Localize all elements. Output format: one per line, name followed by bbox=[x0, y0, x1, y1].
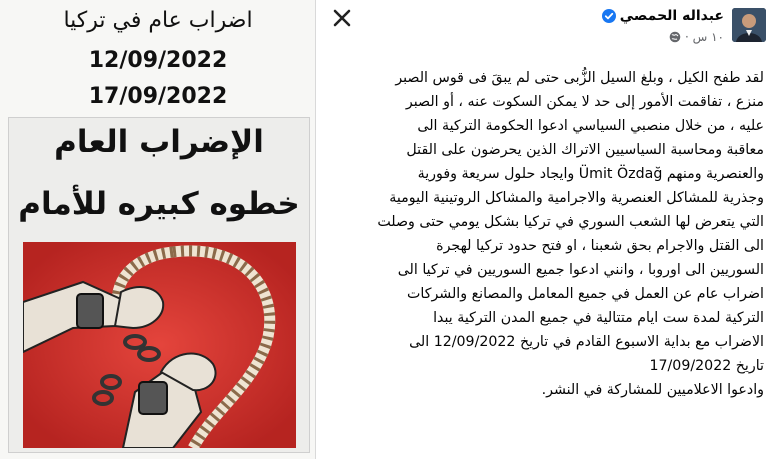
start-date-text: 12/09/2022 bbox=[88, 48, 228, 73]
broken-noose-chains-illustration bbox=[23, 242, 296, 448]
post-body-line: وادعوا الاعلاميين للمشاركة في النشر. bbox=[541, 382, 764, 398]
end-date-text: 17/09/2022 bbox=[88, 84, 228, 109]
verified-badge-icon bbox=[602, 9, 616, 23]
post-body-line: التركية لمدة ست ايام متتالية في جميع المدن التركية يبدا bbox=[433, 310, 764, 326]
poster-subheadline: خطوه كبيره للأمام bbox=[18, 186, 300, 222]
post-timestamp[interactable]: ١٠ س · bbox=[685, 30, 724, 44]
close-icon bbox=[332, 8, 352, 28]
post-body-line: الى القتل والاجرام بحق شعبنا ، او فتح حدود تركيا لهجرة bbox=[436, 238, 764, 254]
post-meta bbox=[669, 30, 724, 44]
poster-headline: الإضراب العام bbox=[54, 124, 264, 160]
post-body-line: معاقبة ومحاسبة السياسيين الاتراك الذين يحرضون على القتل bbox=[406, 142, 764, 158]
post-body-line: منزع ، تفاقمت الأمور إلى حد لا يمكن السكوت عنه ، أو الصبر bbox=[405, 94, 764, 110]
post-body-line: اضراب عام عن العمل في جميع المعامل والمصانع والشركات bbox=[407, 286, 764, 302]
post-body-line: وجذرية للمشاكل العنصرية والاجرامية والمشاكل الروتينية اليومية bbox=[389, 190, 764, 206]
strike-poster bbox=[8, 117, 310, 453]
shared-image-panel[interactable] bbox=[0, 0, 316, 459]
post-body-line: والعنصرية ومنهم Ümit Özdağ وايجاد حلول سريعة وفورية bbox=[417, 166, 764, 182]
post-body-line: تاريخ 17/09/2022 bbox=[649, 358, 764, 374]
author-avatar[interactable] bbox=[732, 8, 766, 42]
author-row bbox=[602, 8, 724, 24]
author-name[interactable]: عبداله الحمصي bbox=[619, 8, 724, 24]
post-body-line: التي يتعرض لها الشعب السوري في تركيا بشكل يومي حتى وصلت bbox=[377, 214, 764, 230]
post-panel bbox=[318, 0, 774, 459]
globe-icon bbox=[669, 31, 681, 43]
avatar-photo bbox=[732, 8, 766, 42]
post-body-line: عليه ، من خلال منصبي السياسي ادعوا الحكومة التركية الى bbox=[417, 118, 764, 134]
post-body-line: الاضراب مع بداية الاسبوع القادم في تاريخ 12/09/2022 الى bbox=[409, 334, 764, 350]
post-body-line: لقد طفح الكيل ، وبلغ السيل الزُّبى حتى لم يبقَ فى قوس الصبر bbox=[395, 70, 764, 86]
post-body-line: السوريين الى اوروبا ، وانني ادعوا جميع السوريين في تركيا الى bbox=[397, 262, 764, 278]
strike-title-text: اضراب عام في تركيا bbox=[63, 8, 253, 33]
close-button[interactable] bbox=[328, 4, 356, 32]
post-body bbox=[328, 66, 764, 402]
